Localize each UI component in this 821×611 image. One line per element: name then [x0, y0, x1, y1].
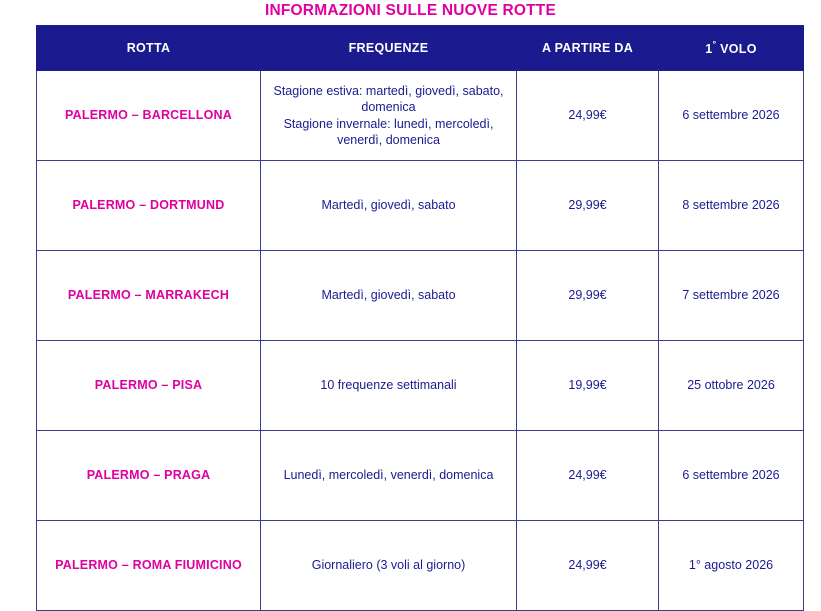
column-header-primo-volo-number: 1 — [705, 42, 713, 57]
cell-route: PALERMO – BARCELLONA — [37, 71, 261, 161]
table-body — [37, 71, 804, 611]
cell-frequency: Martedì, giovedì, sabato — [261, 251, 517, 341]
cell-first-flight: 6 settembre 2026 — [659, 431, 804, 521]
cell-frequency: Martedì, giovedì, sabato — [261, 161, 517, 251]
cell-frequency: 10 frequenze settimanali — [261, 341, 517, 431]
cell-frequency: Stagione estiva: martedì, giovedì, sabato, domenica Stagione invernale: lunedì, mercoledì, venerdì, domenica — [261, 71, 517, 161]
cell-price: 19,99€ — [517, 341, 659, 431]
table-row — [37, 521, 804, 611]
cell-first-flight: 8 settembre 2026 — [659, 161, 804, 251]
column-header-a-partire-da: A PARTIRE DA — [517, 26, 659, 71]
column-header-frequenze: FREQUENZE — [261, 26, 517, 71]
cell-frequency: Lunedì, mercoledì, venerdì, domenica — [261, 431, 517, 521]
cell-frequency: Giornaliero (3 voli al giorno) — [261, 521, 517, 611]
column-header-primo-volo-suffix: VOLO — [716, 42, 757, 57]
column-header-primo-volo — [659, 26, 804, 71]
degree-icon: ° — [712, 38, 717, 49]
cell-route: PALERMO – PRAGA — [37, 431, 261, 521]
cell-first-flight: 1° agosto 2026 — [659, 521, 804, 611]
table-row — [37, 341, 804, 431]
table-header — [37, 26, 804, 71]
cell-route: PALERMO – ROMA FIUMICINO — [37, 521, 261, 611]
table-row — [37, 71, 804, 161]
cell-price: 24,99€ — [517, 431, 659, 521]
page-title: INFORMAZIONI SULLE NUOVE ROTTE — [264, 2, 557, 19]
column-header-rotta: ROTTA — [37, 26, 261, 71]
cell-first-flight: 6 settembre 2026 — [659, 71, 804, 161]
table-row — [37, 161, 804, 251]
table-row — [37, 431, 804, 521]
cell-price: 24,99€ — [517, 71, 659, 161]
table-row — [37, 251, 804, 341]
cell-price: 24,99€ — [517, 521, 659, 611]
cell-price: 29,99€ — [517, 251, 659, 341]
cell-route: PALERMO – DORTMUND — [37, 161, 261, 251]
cell-first-flight: 25 ottobre 2026 — [659, 341, 804, 431]
routes-table — [36, 25, 804, 611]
table-header-row — [37, 26, 804, 71]
cell-price: 29,99€ — [517, 161, 659, 251]
cell-first-flight: 7 settembre 2026 — [659, 251, 804, 341]
cell-route: PALERMO – MARRAKECH — [37, 251, 261, 341]
cell-route: PALERMO – PISA — [37, 341, 261, 431]
